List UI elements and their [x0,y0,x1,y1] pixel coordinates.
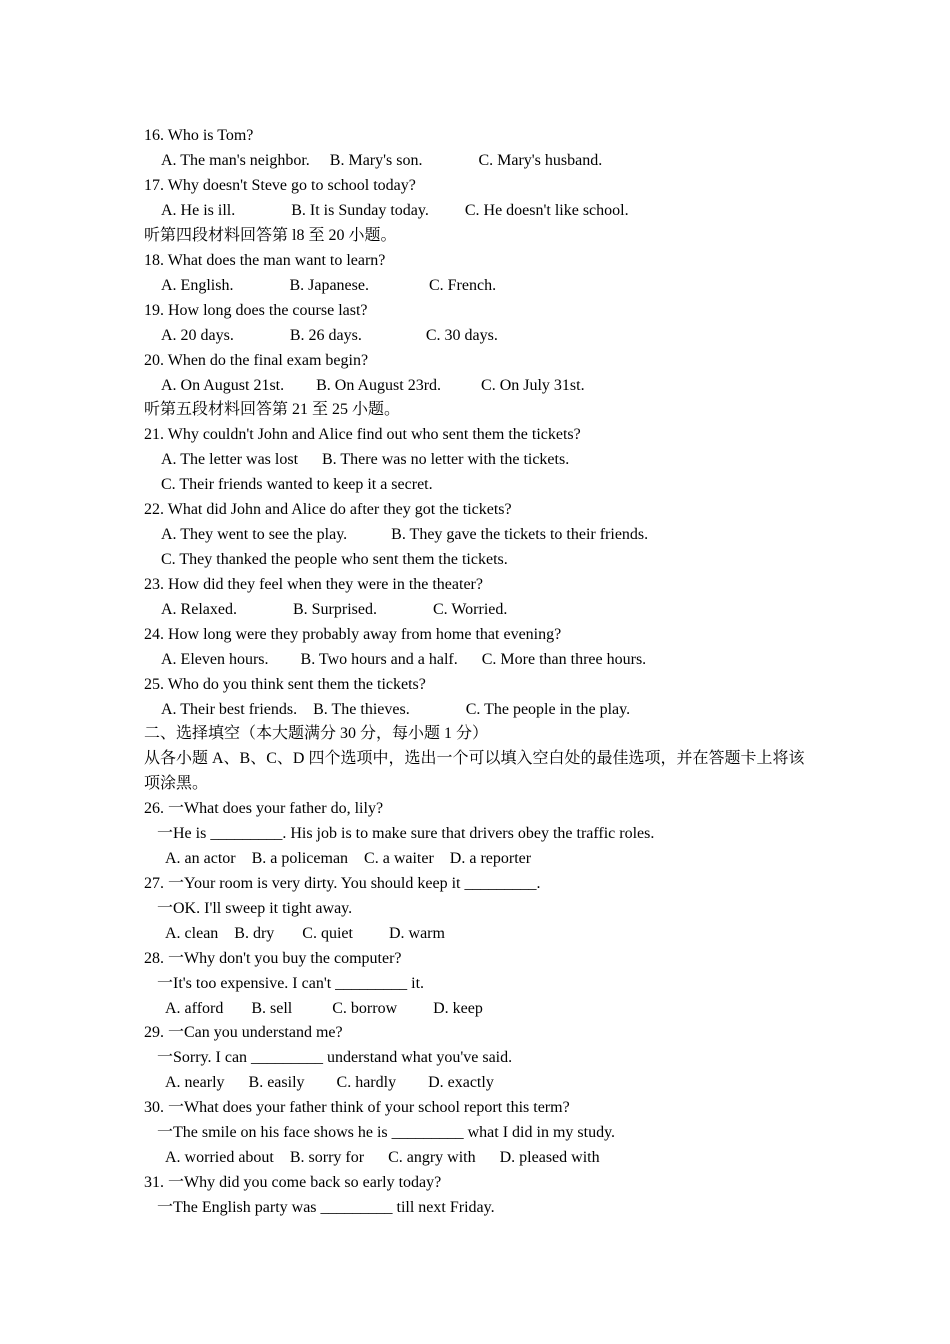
question-28: 28. 一Why don't you buy the computer? [144,950,402,967]
question-21-options-ab: A. The letter was lost B. There was no letter with the tickets. [161,451,570,468]
question-19: 19. How long does the course last? [144,302,368,319]
question-30-response: 一The smile on his face shows he is _________ what I did in my study. [157,1124,616,1141]
question-23: 23. How did they feel when they were in the theater? [144,576,483,593]
question-28-response: 一It's too expensive. I can't _________ it. [157,975,425,992]
question-31-response: 一The English party was _________ till next Friday. [157,1199,495,1216]
question-23-options: A. Relaxed. B. Surprised. C. Worried. [161,601,508,618]
question-22: 22. What did John and Alice do after they got the tickets? [144,501,512,518]
question-20-options: A. On August 21st. B. On August 23rd. C. On July 31st. [161,377,585,394]
section-5-instruction: 听第五段材料回答第 21 至 25 小题。 [144,401,401,418]
question-16: 16. Who is Tom? [144,127,254,144]
question-27-response: 一OK. I'll sweep it tight away. [157,900,353,917]
question-28-options: A. afford B. sell C. borrow D. keep [165,1000,483,1017]
question-26-options: A. an actor B. a policeman C. a waiter D. a reporter [165,850,532,867]
question-29: 29. 一Can you understand me? [144,1024,343,1041]
question-26: 26. 一What does your father do, lily? [144,800,384,817]
question-18: 18. What does the man want to learn? [144,252,386,269]
question-19-options: A. 20 days. B. 26 days. C. 30 days. [161,327,498,344]
question-25-options: A. Their best friends. B. The thieves. C. The people in the play. [161,701,631,718]
part-2-instruction-line-2: 项涂黑。 [144,775,209,792]
question-18-options: A. English. B. Japanese. C. French. [161,277,497,294]
question-17: 17. Why doesn't Steve go to school today? [144,177,416,194]
question-22-options-ab: A. They went to see the play. B. They gave the tickets to their friends. [161,526,649,543]
question-27-options: A. clean B. dry C. quiet D. warm [165,925,445,942]
section-4-instruction: 听第四段材料回答第 l8 至 20 小题。 [144,227,397,244]
question-30: 30. 一What does your father think of your school report this term? [144,1099,570,1116]
question-24: 24. How long were they probably away from home that evening? [144,626,562,643]
question-25: 25. Who do you think sent them the tickets? [144,676,426,693]
question-20: 20. When do the final exam begin? [144,352,369,369]
part-2-instruction-line-1: 从各小题 A、B、C、D 四个选项中，选出一个可以填入空白处的最佳选项，并在答题卡上将该 [144,750,805,767]
question-31: 31. 一Why did you come back so early today? [144,1174,442,1191]
question-17-options: A. He is ill. B. It is Sunday today. C. He doesn't like school. [161,202,629,219]
question-24-options: A. Eleven hours. B. Two hours and a half. C. More than three hours. [161,651,647,668]
question-21: 21. Why couldn't John and Alice find out who sent them the tickets? [144,426,581,443]
question-26-response: 一He is _________. His job is to make sure that drivers obey the traffic roles. [157,825,655,842]
question-27: 27. 一Your room is very dirty. You should keep it _________. [144,875,541,892]
part-2-heading: 二、选择填空（本大题满分 30 分，每小题 1 分） [144,725,489,742]
question-29-response: 一Sorry. I can _________ understand what you've said. [157,1049,513,1066]
question-21-option-c: C. Their friends wanted to keep it a secret. [161,476,433,493]
question-22-option-c: C. They thanked the people who sent them the tickets. [161,551,508,568]
question-29-options: A. nearly B. easily C. hardly D. exactly [165,1074,494,1091]
question-30-options: A. worried about B. sorry for C. angry with D. pleased with [165,1149,600,1166]
question-16-options: A. The man's neighbor. B. Mary's son. C. Mary's husband. [161,152,603,169]
